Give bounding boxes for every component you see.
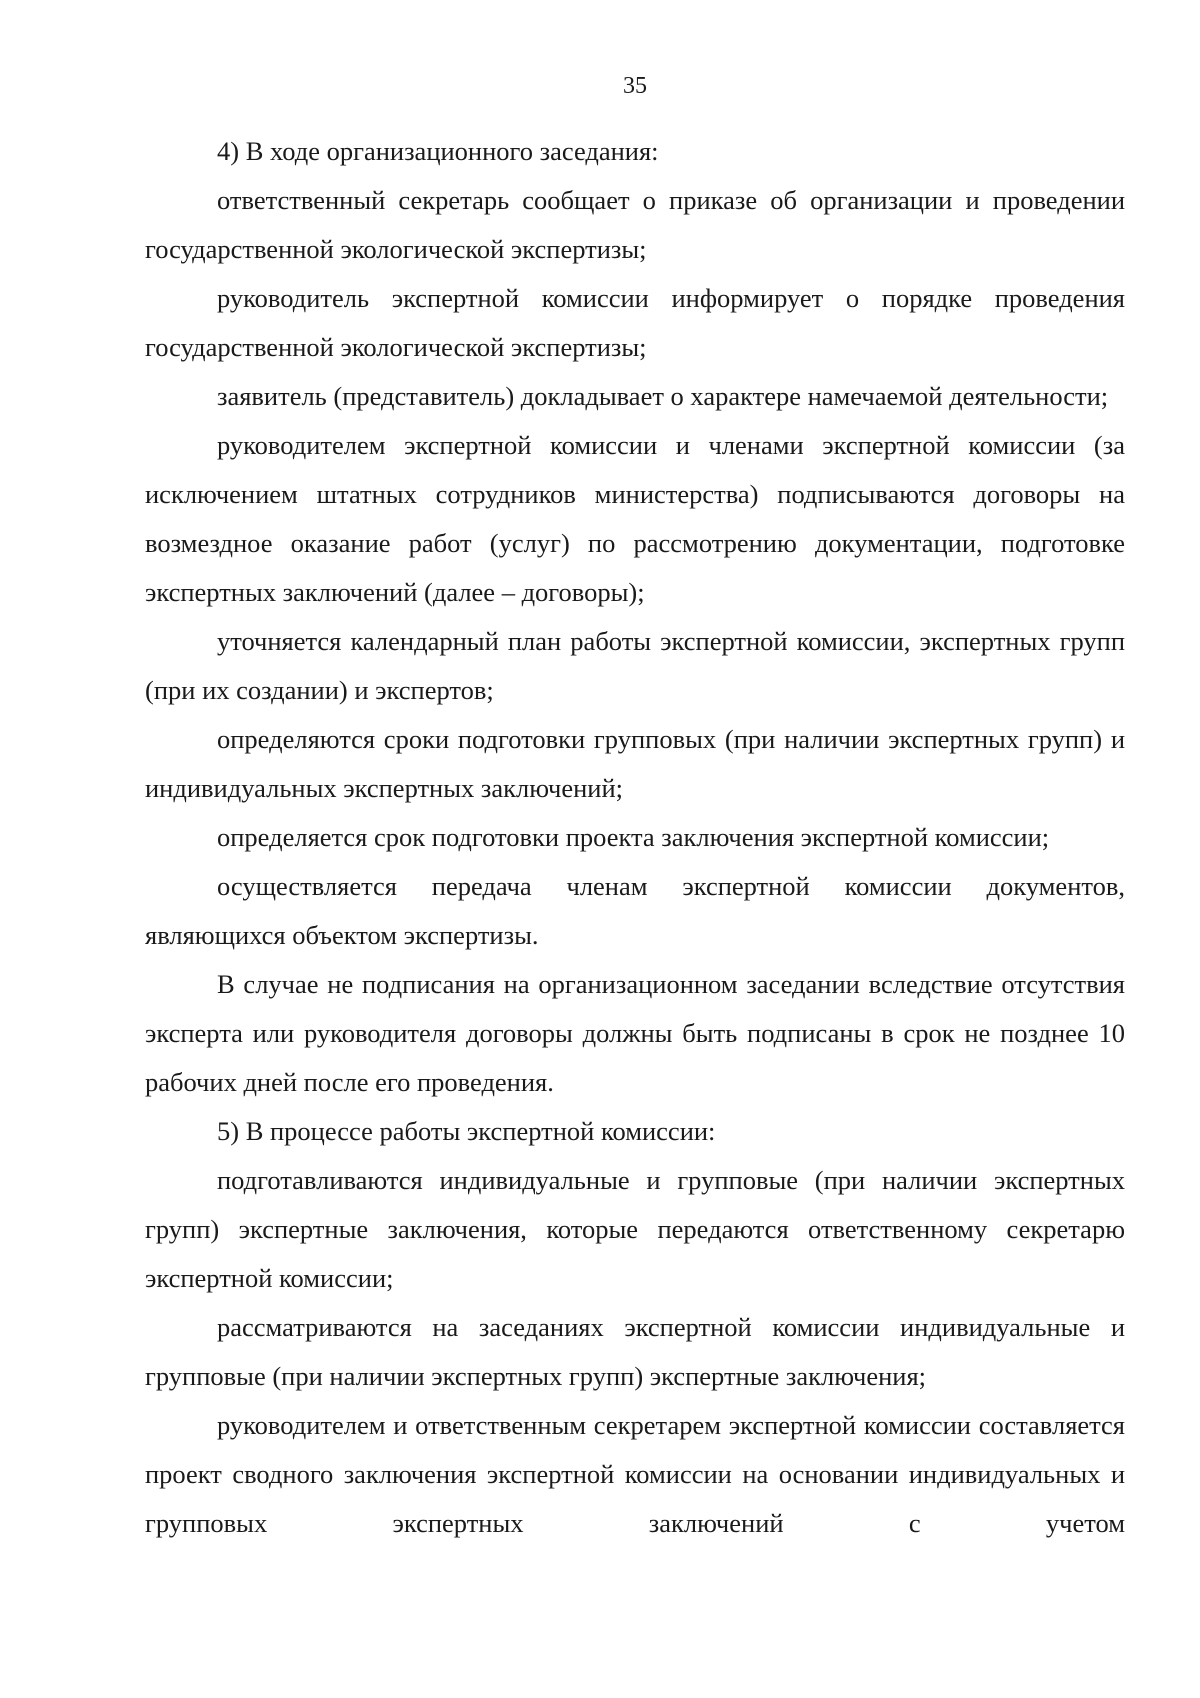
paragraph-documents-transfer: осуществляется передача членам экспертной комиссии документов, являющихся объектом экспертизы. bbox=[145, 871, 1125, 950]
paragraph-conclusions-reviewed: рассматриваются на заседаниях экспертной комиссии индивидуальные и групповые (при наличии экспертных групп) экспертные заключения; bbox=[145, 1312, 1125, 1391]
paragraph-contracts-signed: руководителем экспертной комиссии и членами экспертной комиссии (за исключением штатных сотрудников министерства) подписываются договоры на возмездное оказание работ (услуг) по рассмотрению документации, подготовке экспертных заключений (далее – договоры); bbox=[145, 430, 1125, 607]
paragraph-secretary-report: ответственный секретарь сообщает о приказе об организации и проведении государственной экологической экспертизы; bbox=[145, 185, 1125, 264]
document-body bbox=[145, 127, 1125, 1548]
page-number: 35 bbox=[623, 73, 647, 99]
paragraph-calendar-plan: уточняется календарный план работы экспертной комиссии, экспертных групп (при их создании) и экспертов; bbox=[145, 626, 1125, 705]
paragraph-applicant-reports: заявитель (представитель) докладывает о характере намечаемой деятельности; bbox=[217, 381, 1109, 411]
paragraph-item-5-heading: 5) В процессе работы экспертной комиссии: bbox=[217, 1116, 716, 1146]
paragraph-draft-deadline: определяется срок подготовки проекта заключения экспертной комиссии; bbox=[217, 822, 1050, 852]
paragraph-conclusions-prepared: подготавливаются индивидуальные и групповые (при наличии экспертных групп) экспертные заключения, которые передаются ответственному секретарю экспертной комиссии; bbox=[145, 1165, 1125, 1293]
paragraph-head-informs: руководитель экспертной комиссии информирует о порядке проведения государственной экологической экспертизы; bbox=[145, 283, 1125, 362]
paragraph-item-4-heading: 4) В ходе организационного заседания: bbox=[217, 136, 659, 166]
paragraph-signing-exception: В случае не подписания на организационном заседании вследствие отсутствия эксперта или руководителя договоры должны быть подписаны в срок не позднее 10 рабочих дней после его проведения. bbox=[145, 969, 1125, 1097]
paragraph-deadlines: определяются сроки подготовки групповых (при наличии экспертных групп) и индивидуальных экспертных заключений; bbox=[145, 724, 1125, 803]
paragraph-summary-draft: руководителем и ответственным секретарем экспертной комиссии составляется проект сводного заключения экспертной комиссии на основании индивидуальных и групповых экспертных заключений с учетом bbox=[145, 1410, 1125, 1538]
